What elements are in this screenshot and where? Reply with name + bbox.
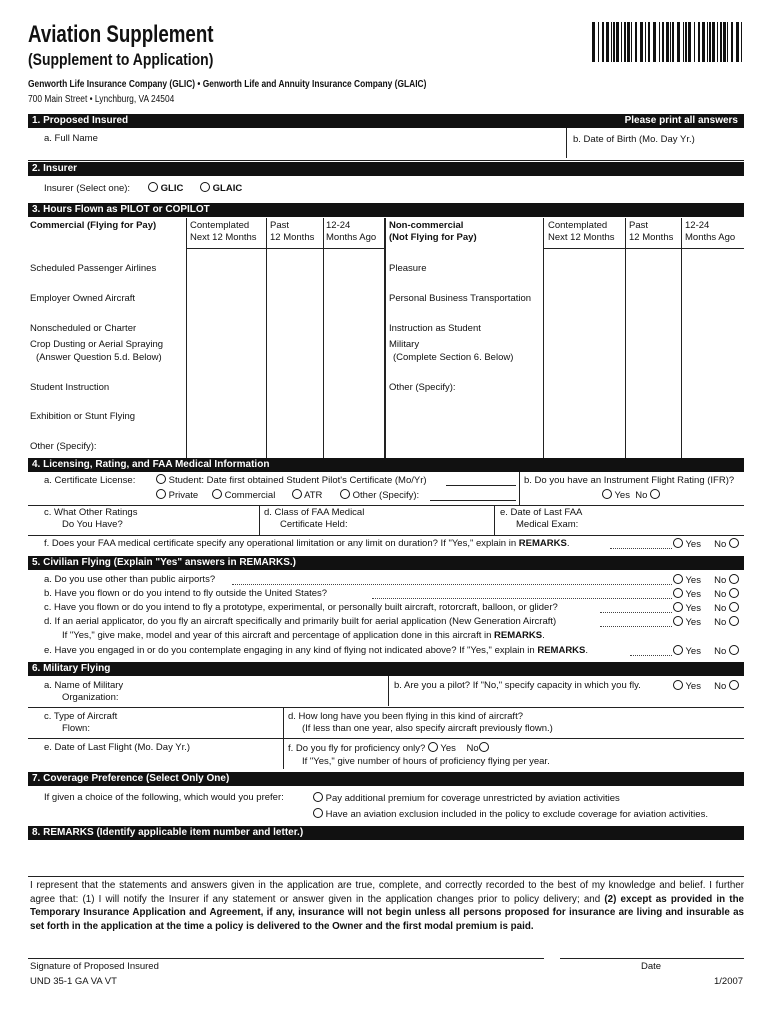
section-4-header: 4. Licensing, Rating, and FAA Medical Information — [28, 458, 744, 472]
6f-no-radio[interactable] — [479, 742, 489, 752]
date-of-birth-label: b. Date of Birth (Mo. Day Yr.) — [573, 134, 695, 145]
faa-limitation-question: f. Does your FAA medical certificate specify any operational limitation or any limit on duration? If "Yes," explain in REMARKS. — [44, 538, 570, 549]
row-exhibition: Exhibition or Stunt Flying — [30, 411, 136, 422]
6f-yes-radio[interactable] — [428, 742, 438, 752]
other-ratings-label: c. What Other Ratings Do You Have? — [44, 507, 138, 530]
page-title: Aviation Supplement — [28, 21, 214, 48]
page-subtitle: (Supplement to Application) — [28, 50, 214, 69]
coverage-2-radio[interactable] — [313, 808, 323, 818]
section-1-header: 1. Proposed Insured Please print all answers — [28, 114, 744, 128]
q5e-no-radio[interactable] — [729, 645, 739, 655]
company-address: 700 Main Street • Lynchburg, VA 24504 — [28, 94, 175, 105]
glaic-option[interactable]: GLAIC — [200, 182, 242, 195]
q5b-no-radio[interactable] — [729, 588, 739, 598]
glic-option[interactable]: GLIC — [148, 182, 183, 195]
coverage-option-2[interactable]: Have an aviation exclusion included in the policy to exclude coverage for aviation activities. — [313, 808, 708, 821]
form-number: UND 35-1 GA VA VT — [30, 976, 117, 987]
row-crop-note: (Answer Question 5.d. Below) — [36, 352, 162, 363]
noncommercial-heading: Non-commercial (Not Flying for Pay) — [389, 220, 477, 243]
col-past-left: Past 12 Months — [270, 220, 315, 243]
coverage-label: If given a choice of the following, which would you prefer: — [44, 792, 284, 803]
ifr-question: b. Do you have an Instrument Flight Rating (IFR)? — [524, 475, 735, 486]
other-cert-radio[interactable] — [340, 489, 350, 499]
q5a-yes-no[interactable]: Yes No — [673, 574, 739, 587]
aircraft-type-label: c. Type of Aircraft Flown: — [44, 711, 118, 734]
faa-medical-date-label: e. Date of Last FAA Medical Exam: — [500, 507, 583, 530]
q5d-yes-no[interactable]: Yes No — [673, 616, 739, 629]
proficiency-question: f. Do you fly for proficiency only? Yes No — [288, 742, 489, 755]
commercial-option[interactable]: Commercial — [212, 489, 275, 502]
glic-radio[interactable] — [148, 182, 158, 192]
commercial-heading: Commercial (Flying for Pay) — [30, 220, 157, 231]
military-pilot-yes-no[interactable]: Yes No — [673, 680, 739, 693]
section-5-header: 5. Civilian Flying (Explain "Yes" answers in REMARKS.) — [28, 556, 744, 570]
date-label: Date — [641, 961, 662, 972]
q5a: a. Do you use other than public airports? — [44, 574, 216, 585]
row-pleasure: Pleasure — [389, 263, 427, 274]
row-personal-business: Personal Business Transportation — [389, 293, 532, 304]
section-2-header: 2. Insurer — [28, 162, 744, 176]
flying-duration-label: d. How long have you been flying in this kind of aircraft? (If less than one year, also specify aircraft previously flown.) — [288, 711, 553, 734]
row-military: Military — [389, 339, 420, 350]
q5c-yes-no[interactable]: Yes No — [673, 602, 739, 615]
proficiency-hours-label: If "Yes," give number of hours of proficiency flying per year. — [302, 756, 550, 767]
ifr-yes-radio[interactable] — [602, 489, 612, 499]
q5c-no-radio[interactable] — [729, 602, 739, 612]
row-instruction-student: Instruction as Student — [389, 323, 481, 334]
signature-label: Signature of Proposed Insured — [30, 961, 159, 972]
barcode — [592, 22, 744, 62]
col-contemplated-right: Contemplated Next 12 Months — [548, 220, 615, 243]
q5c: c. Have you flown or do you intend to fly a prototype, experimental, or personally built aircraft, rotorcraft, balloon, or glider? — [44, 602, 558, 613]
q5e-yes-radio[interactable] — [673, 645, 683, 655]
coverage-1-radio[interactable] — [313, 792, 323, 802]
atr-radio[interactable] — [292, 489, 302, 499]
agreement-statement: I represent that the statements and answers given in the application are true, complete, and correctly recorded to the best of my knowledge and belief. I further agree that: (1) I will notify the Insurer if any statement or answer given in the application changes prior to policy delivery; and (2) except as provided in the Temporary Insurance Application and Agreement, if any, insurance will not begin unless all persons proposed for insurance are living and insurable as set forth in the application at the time a policy is delivered to the Owner and the first modal premium is paid. — [30, 880, 744, 932]
row-crop-dusting: Crop Dusting or Aerial Spraying — [30, 339, 164, 350]
other-cert-option[interactable]: Other (Specify): — [340, 489, 419, 502]
section-6-header: 6. Military Flying — [28, 662, 744, 676]
glaic-radio[interactable] — [200, 182, 210, 192]
private-radio[interactable] — [156, 489, 166, 499]
private-option[interactable]: Private — [156, 489, 198, 502]
q5e-yes-no[interactable]: Yes No — [673, 645, 739, 658]
6b-yes-radio[interactable] — [673, 680, 683, 690]
remarks-area[interactable] — [28, 840, 744, 876]
6b-no-radio[interactable] — [729, 680, 739, 690]
military-org-label: a. Name of Military Organization: — [44, 680, 124, 703]
q5b: b. Have you flown or do you intend to fly outside the United States? — [44, 588, 328, 599]
q5d-note: If "Yes," give make, model and year of this aircraft and percentage of application done in this aircraft in REMARKS. — [62, 630, 545, 641]
col-contemplated-left: Contemplated Next 12 Months — [190, 220, 257, 243]
row-employer-owned: Employer Owned Aircraft — [30, 293, 136, 304]
form-revision: 1/2007 — [714, 976, 744, 987]
q5a-no-radio[interactable] — [729, 574, 739, 584]
q5b-yes-radio[interactable] — [673, 588, 683, 598]
q5d-no-radio[interactable] — [729, 616, 739, 626]
section-3-header: 3. Hours Flown as PILOT or COPILOT — [28, 203, 744, 217]
atr-option[interactable]: ATR — [292, 489, 322, 502]
ifr-no-radio[interactable] — [650, 489, 660, 499]
faa-medical-class-label: d. Class of FAA Medical Certificate Held: — [264, 507, 365, 530]
q5b-yes-no[interactable]: Yes No — [673, 588, 739, 601]
col-past-right: Past 12 Months — [629, 220, 674, 243]
student-option[interactable]: Student: Date first obtained Student Pilot's Certificate (Mo/Yr) — [156, 474, 427, 487]
row-scheduled-passenger: Scheduled Passenger Airlines — [30, 263, 157, 274]
col-months-ago-right: 12-24 Months Ago — [685, 220, 736, 243]
company-line: Genworth Life Insurance Company (GLIC) • Genworth Life and Annuity Insurance Company (GLAIC) — [28, 79, 427, 90]
f-no-radio[interactable] — [729, 538, 739, 548]
section-8-header: 8. REMARKS (Identify applicable item number and letter.) — [28, 826, 744, 840]
military-pilot-question: b. Are you a pilot? If "No," specify capacity in which you fly. — [394, 680, 641, 691]
col-months-ago-left: 12-24 Months Ago — [326, 220, 377, 243]
q5d-yes-radio[interactable] — [673, 616, 683, 626]
insurer-label: Insurer (Select one): — [44, 183, 131, 194]
row-military-note: (Complete Section 6. Below) — [393, 352, 514, 363]
row-other-right: Other (Specify): — [389, 382, 456, 393]
full-name-label: a. Full Name — [44, 133, 98, 144]
faa-limitation-yes-no[interactable]: Yes No — [673, 538, 739, 551]
certificate-license-label: a. Certificate License: — [44, 475, 136, 486]
q5a-yes-radio[interactable] — [673, 574, 683, 584]
coverage-option-1[interactable]: Pay additional premium for coverage unrestricted by aviation activities — [313, 792, 620, 805]
commercial-radio[interactable] — [212, 489, 222, 499]
f-yes-radio[interactable] — [673, 538, 683, 548]
q5d: d. If an aerial applicator, do you fly an aircraft specifically and primarily built for aerial application (New Generation Aircraft) — [44, 616, 557, 627]
row-student-instruction: Student Instruction — [30, 382, 110, 393]
section-7-header: 7. Coverage Preference (Select Only One) — [28, 772, 744, 786]
ifr-yes-no[interactable]: Yes No — [602, 489, 660, 502]
q5e: e. Have you engaged in or do you contemplate engaging in any kind of flying not indicated above? If "Yes," explain in REMARKS. — [44, 645, 589, 656]
student-radio[interactable] — [156, 474, 166, 484]
last-flight-label: e. Date of Last Flight (Mo. Day Yr.) — [44, 742, 191, 753]
row-other-left: Other (Specify): — [30, 441, 97, 452]
q5c-yes-radio[interactable] — [673, 602, 683, 612]
row-nonscheduled: Nonscheduled or Charter — [30, 323, 137, 334]
